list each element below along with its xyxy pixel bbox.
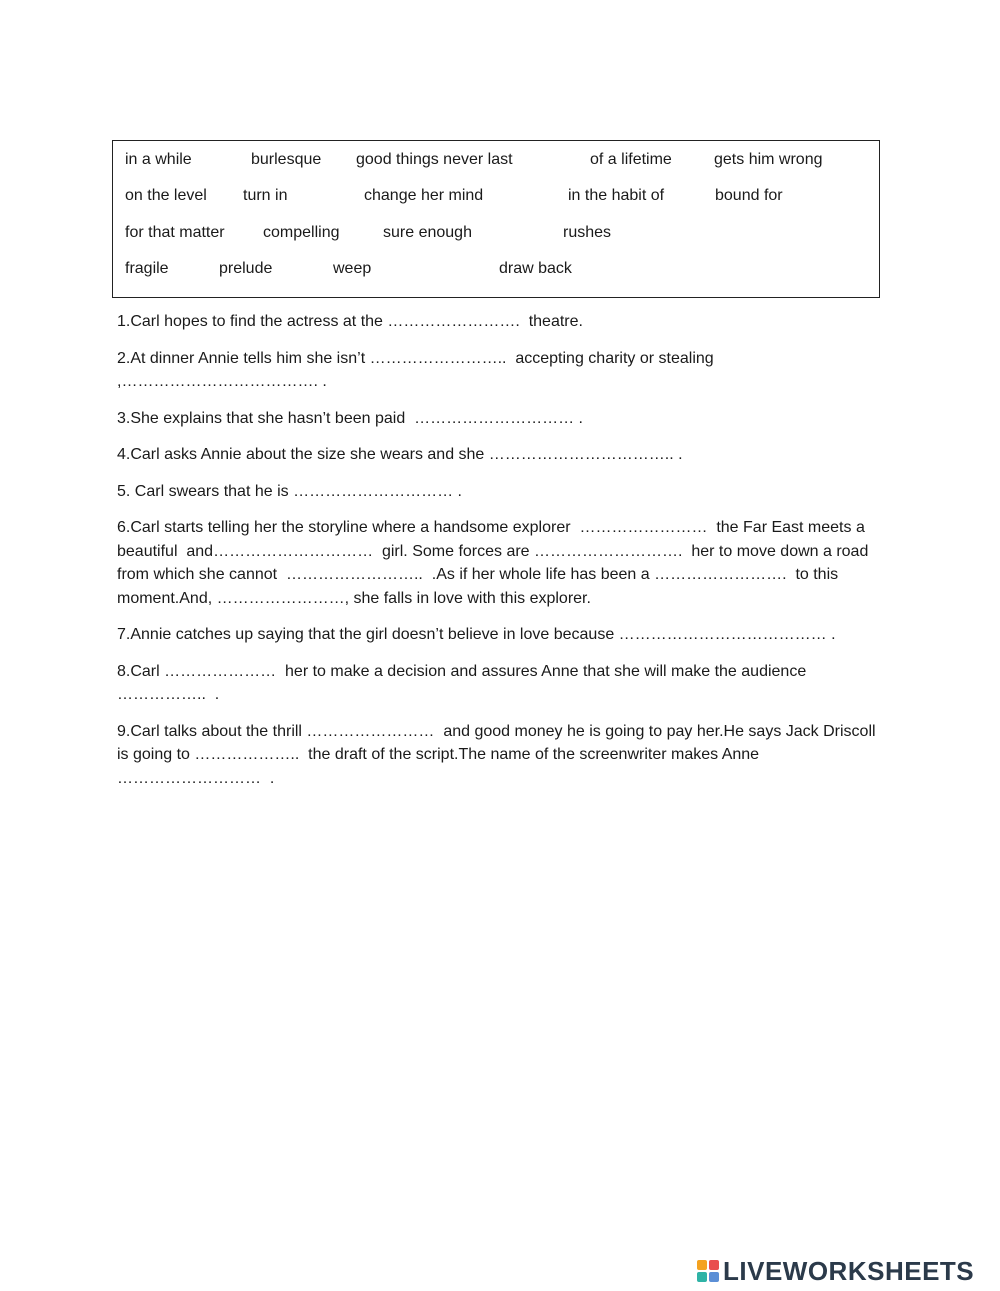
exercise-sentences bbox=[117, 310, 887, 803]
word-bank-item: in the habit of bbox=[568, 187, 665, 204]
word-bank-item: weep bbox=[333, 260, 372, 277]
exercise-sentence-6: 6.Carl starts telling her the storyline where a handsome explorer …………………… the Far East meets a beautiful and………………………… girl. Some forces are ………………………. her to move down a road from which she cannot …………………….. .As if her whole life has been a ……………………. to this moment.And, ……………………, she falls in love with this explorer. bbox=[117, 519, 873, 607]
logo-square bbox=[709, 1272, 719, 1282]
logo-square bbox=[697, 1260, 707, 1270]
word-bank-item: burlesque bbox=[251, 151, 322, 168]
word-bank-item: sure enough bbox=[383, 224, 472, 241]
exercise-sentence-8: 8.Carl ………………… her to make a decision and assures Anne that she will make the audience …………….. . bbox=[117, 662, 811, 703]
logo-square bbox=[697, 1272, 707, 1282]
word-bank-item: turn in bbox=[243, 187, 288, 204]
exercise-sentence-5: 5. Carl swears that he is ………………………… . bbox=[117, 482, 462, 500]
word-bank-item: on the level bbox=[125, 187, 207, 204]
word-bank-item: for that matter bbox=[125, 224, 225, 241]
liveworksheets-logo-icon bbox=[697, 1260, 719, 1282]
word-bank-item: fragile bbox=[125, 260, 169, 277]
word-bank-item: compelling bbox=[263, 224, 340, 241]
word-bank-box bbox=[112, 140, 880, 298]
exercise-sentence-4: 4.Carl asks Annie about the size she wears and she …………………………….. . bbox=[117, 446, 683, 463]
liveworksheets-logo bbox=[697, 1255, 974, 1287]
word-bank-item: good things never last bbox=[356, 151, 513, 168]
exercise-sentence-9: 9.Carl talks about the thrill …………………… and good money he is going to pay her.He says Jack Driscoll is going to ……………….. the draft of the script.The name of the screenwriter makes Anne ……………………… . bbox=[117, 722, 880, 787]
word-bank-item: of a lifetime bbox=[590, 151, 672, 168]
exercise-sentence-3: 3.She explains that she hasn’t been paid ………………………… . bbox=[117, 409, 583, 427]
logo-text: LIVEWORKSHEETS bbox=[723, 1255, 975, 1286]
exercise-sentence-7: 7.Annie catches up saying that the girl doesn’t believe in love because ………………………………… . bbox=[117, 626, 836, 643]
exercise-sentence-2: 2.At dinner Annie tells him she isn’t …………………….. accepting charity or stealing ,………………………………. . bbox=[117, 349, 719, 390]
word-bank-item: gets him wrong bbox=[714, 151, 823, 168]
word-bank-item: draw back bbox=[499, 260, 572, 277]
exercise-sentence-1: 1.Carl hopes to find the actress at the ……………………. theatre. bbox=[117, 313, 583, 330]
word-bank-item: rushes bbox=[563, 224, 612, 241]
word-bank-item: prelude bbox=[219, 260, 273, 277]
word-bank-item: in a while bbox=[125, 151, 192, 168]
logo-square bbox=[709, 1260, 719, 1270]
word-bank-item: bound for bbox=[715, 187, 783, 204]
word-bank-item: change her mind bbox=[364, 187, 484, 204]
